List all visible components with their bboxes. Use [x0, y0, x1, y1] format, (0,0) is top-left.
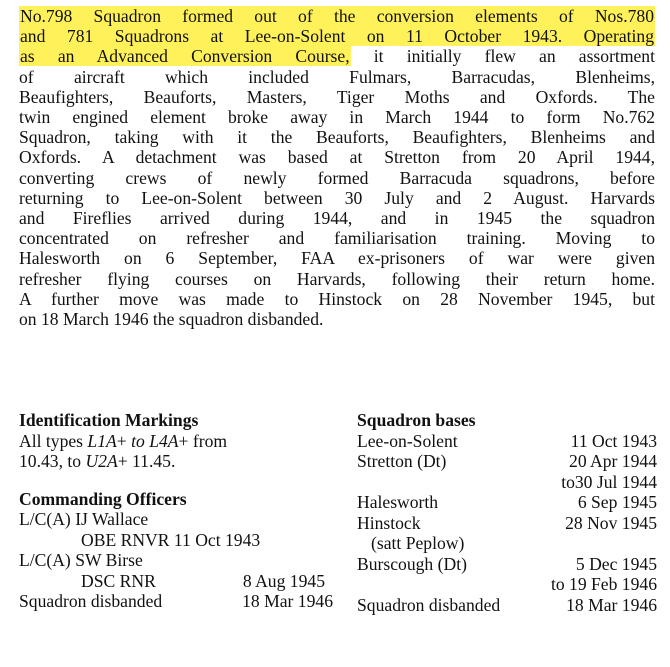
text-line: and Fireflies arrived during 1944, and in 1945 the squadron: [19, 208, 655, 229]
officer-detail: OBE RNVR 11 Oct 1943: [81, 529, 261, 550]
officers-heading: Commanding Officers: [19, 488, 187, 509]
text-line: [19, 6, 655, 26]
text-fragment: it initially flew an assortment: [350, 46, 655, 67]
history-paragraph: [19, 6, 655, 329]
marking-code: L1A: [87, 430, 117, 451]
base-row: Stretton (Dt) 20 Apr 1944: [357, 451, 657, 471]
identification-heading: Identification Markings: [19, 410, 199, 430]
identification-line: All types L1A+ to L4A+ from: [19, 430, 228, 451]
marking-code: L4A: [149, 430, 179, 451]
officer-detail: DSC RNR 8 Aug 1945: [81, 570, 325, 591]
text-line: returning to Lee-on-Solent between 30 July and 2 August. Harvards: [19, 187, 655, 208]
base-row: Halesworth 6 Sep 1945: [357, 492, 657, 512]
text-line: concentrated on refresher and familiarisation training. Moving to: [19, 228, 655, 249]
text-line: of aircraft which included Fulmars, Barracudas, Blenheims,: [19, 66, 655, 87]
base-row: Burscough (Dt) 5 Dec 1945: [357, 553, 657, 574]
base-row: to 19 Feb 1946: [550, 574, 657, 594]
base-row: to30 Jul 1944: [561, 471, 657, 492]
text-line: [19, 46, 655, 66]
right-column: [357, 410, 657, 615]
text-line: Beaufighters, Beauforts, Masters, Tiger Moths and Oxfords. The: [19, 86, 655, 107]
base-row: Squadron disbanded 18 Mar 1946: [357, 594, 657, 615]
text-line: Squadron, taking with it the Beauforts, Beaufighters, Blenheims and: [19, 127, 655, 148]
text-line: A further move was made to Hinstock on 28 November 1945, but: [19, 288, 655, 309]
text-line: [19, 26, 655, 46]
text-line: on 18 March 1946 the squadron disbanded.: [19, 309, 324, 330]
base-row: Hinstock 28 Nov 1945: [357, 512, 657, 533]
officer-name: L/C(A) SW Birse: [19, 550, 143, 570]
identification-line: 10.43, to U2A+ 11.45.: [19, 451, 176, 471]
officer-name: L/C(A) IJ Wallace: [19, 509, 149, 529]
text-line: Halesworth on 6 September, FAA ex-prisoners of war were given: [19, 248, 655, 269]
base-row: Lee-on-Solent 11 Oct 1943: [357, 430, 657, 451]
marking-code: U2A: [85, 451, 118, 471]
text-line: refresher flying courses on Harvards, following their return home.: [19, 268, 655, 289]
bases-heading: Squadron bases: [357, 410, 476, 430]
left-column: [19, 410, 339, 612]
base-row: (satt Peplow): [371, 533, 465, 553]
highlighted-text: as an Advanced Conversion Course,: [20, 46, 350, 67]
marking-to: to: [131, 430, 145, 451]
highlighted-text: and 781 Squadrons at Lee-on-Solent on 11 October 1943. Operating: [20, 26, 654, 47]
disbanded-line: Squadron disbanded 18 Mar 1946: [19, 591, 333, 611]
text-line: converting crews of newly formed Barracuda squadrons, before: [19, 167, 655, 188]
text-line: Oxfords. A detachment was based at Stretton from 20 April 1944,: [19, 147, 655, 168]
highlighted-text: No.798 Squadron formed out of the conversion elements of Nos.780: [20, 6, 654, 26]
text-line: twin engined element broke away in March 1944 to form No.762: [19, 107, 655, 128]
